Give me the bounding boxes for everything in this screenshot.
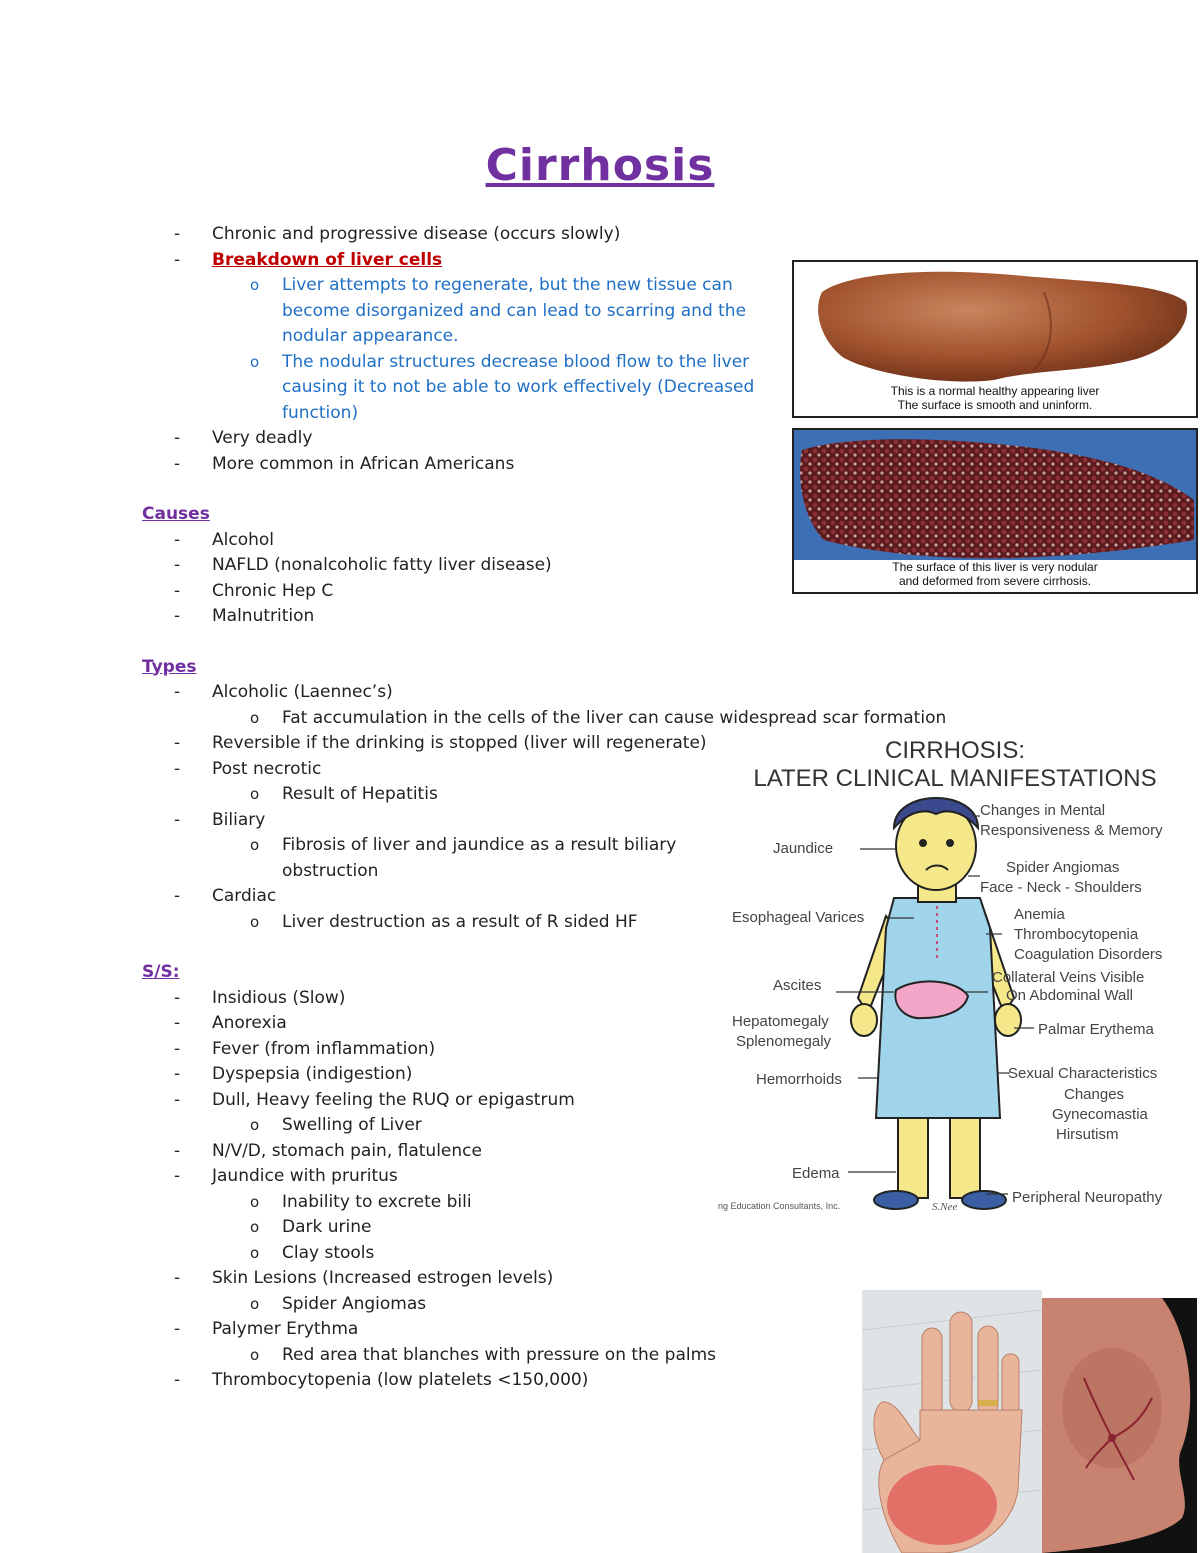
list-item: - Malnutrition xyxy=(142,604,782,630)
spider-angioma-photo xyxy=(1042,1298,1197,1553)
list-item: - Alcohol xyxy=(142,528,782,554)
list-subitem: o Dark urine xyxy=(142,1215,782,1241)
label-sexual-1: Sexual Characteristics xyxy=(1008,1065,1158,1082)
label-sexual-3: Gynecomastia xyxy=(1052,1106,1148,1123)
cirrhotic-liver-caption-1: The surface of this liver is very nodular xyxy=(892,560,1098,574)
label-palmar: Palmar Erythema xyxy=(1038,1021,1154,1038)
patient-illustration xyxy=(851,798,1021,1209)
label-hepatomegaly: Hepatomegaly xyxy=(732,1013,829,1030)
list-item: - Palymer Erythma xyxy=(142,1317,782,1343)
list-item: - Chronic Hep C xyxy=(142,579,782,605)
list-item: - Anorexia xyxy=(142,1011,782,1037)
cirrhotic-liver-image xyxy=(794,430,1196,560)
label-anemia-3: Coagulation Disorders xyxy=(1014,946,1163,963)
list-subitem: o Clay stools xyxy=(142,1241,782,1267)
diagram-credit: ng Education Consultants, Inc. xyxy=(718,1201,841,1211)
label-sexual-2: Changes xyxy=(1064,1086,1125,1103)
label-splenomegaly: Splenomegaly xyxy=(736,1033,832,1050)
list-item: - More common in African Americans xyxy=(142,452,782,478)
label-mental-2: Responsiveness & Memory xyxy=(980,822,1163,839)
diagram-signature: S.Nee xyxy=(932,1201,958,1213)
page-title: Cirrhosis xyxy=(485,140,715,191)
label-collateral-1: Collateral Veins Visible xyxy=(992,969,1145,986)
label-hemorrhoids: Hemorrhoids xyxy=(756,1071,842,1088)
label-edema: Edema xyxy=(792,1165,840,1182)
list-item: - Skin Lesions (Increased estrogen levels) xyxy=(142,1266,782,1292)
causes-list xyxy=(142,528,782,630)
list-item: - Chronic and progressive disease (occurs slowly) xyxy=(142,222,782,248)
list-subitem: o Red area that blanches with pressure on the palms xyxy=(142,1343,782,1369)
list-subitem: o Spider Angiomas xyxy=(142,1292,782,1318)
diagram-title-2: LATER CLINICAL MANIFESTATIONS xyxy=(753,765,1157,792)
label-varices: Esophageal Varices xyxy=(732,909,865,926)
label-ascites: Ascites xyxy=(773,977,822,994)
list-item: - Very deadly xyxy=(142,426,782,452)
list-item: - Post necrotic xyxy=(142,757,782,783)
section-heading-ss: S/S: xyxy=(142,962,180,982)
label-anemia-1: Anemia xyxy=(1014,906,1065,923)
list-subitem: o The nodular structures decrease blood flow to the liver causing it to not be able to work effectively (Decreased function) xyxy=(142,350,782,427)
list-item: - Cardiac xyxy=(142,884,782,910)
label-mental-1: Changes in Mental xyxy=(980,802,1106,819)
list-item: - N/V/D, stomach pain, flatulence xyxy=(142,1139,782,1165)
label-spider-1: Spider Angiomas xyxy=(1006,859,1120,876)
ss-list xyxy=(142,986,782,1394)
label-spider-2: Face - Neck - Shoulders xyxy=(980,879,1142,896)
cirrhotic-liver-figure xyxy=(792,428,1198,594)
label-jaundice: Jaundice xyxy=(773,840,834,857)
label-sexual-4: Hirsutism xyxy=(1056,1126,1119,1143)
list-item: - Jaundice with pruritus xyxy=(142,1164,782,1190)
list-subitem: o Swelling of Liver xyxy=(142,1113,782,1139)
normal-liver-figure xyxy=(792,260,1198,418)
list-subitem: o Inability to excrete bili xyxy=(142,1190,782,1216)
list-subitem: o Fibrosis of liver and jaundice as a result biliary obstruction xyxy=(142,833,682,884)
section-heading-causes: Causes xyxy=(142,504,210,524)
list-item: - Thrombocytopenia (low platelets <150,000) xyxy=(142,1368,782,1394)
normal-liver-image xyxy=(794,262,1196,384)
highlight-text: Breakdown of liver cells xyxy=(212,249,443,270)
label-neuropathy: Peripheral Neuropathy xyxy=(1012,1189,1163,1206)
list-item xyxy=(142,248,782,274)
section-heading-types: Types xyxy=(142,656,197,677)
list-item: - Dyspepsia (indigestion) xyxy=(142,1062,782,1088)
label-collateral-2: On Abdominal Wall xyxy=(1006,987,1134,1004)
intro-list xyxy=(142,222,782,477)
list-subitem: o Liver attempts to regenerate, but the new tissue can become disorganized and can lead to scarring and the nodular appearance. xyxy=(142,273,782,350)
list-item: - Fever (from inflammation) xyxy=(142,1037,782,1063)
list-item: - Reversible if the drinking is stopped (liver will regenerate) xyxy=(142,731,782,757)
list-item: - NAFLD (nonalcoholic fatty liver disease) xyxy=(142,553,782,579)
list-subitem: o Result of Hepatitis xyxy=(142,782,782,808)
manifestations-diagram xyxy=(718,728,1200,1228)
list-subitem: o Fat accumulation in the cells of the liver can cause widespread scar formation xyxy=(142,706,782,732)
palmar-erythema-photo xyxy=(862,1290,1042,1553)
normal-liver-caption-1: This is a normal healthy appearing liver xyxy=(890,384,1100,398)
normal-liver-caption-2: The surface is smooth and uninform. xyxy=(897,398,1093,412)
list-item: - Dull, Heavy feeling the RUQ or epigastrum xyxy=(142,1088,782,1114)
list-subitem: o Liver destruction as a result of R sided HF xyxy=(142,910,782,936)
list-item: - Biliary xyxy=(142,808,782,834)
cirrhotic-liver-caption-2: and deformed from severe cirrhosis. xyxy=(898,574,1092,588)
list-item: - Alcoholic (Laennec’s) xyxy=(142,680,782,706)
list-item: - Insidious (Slow) xyxy=(142,986,782,1012)
diagram-title-1: CIRRHOSIS: xyxy=(884,737,1026,764)
label-anemia-2: Thrombocytopenia xyxy=(1014,926,1139,943)
